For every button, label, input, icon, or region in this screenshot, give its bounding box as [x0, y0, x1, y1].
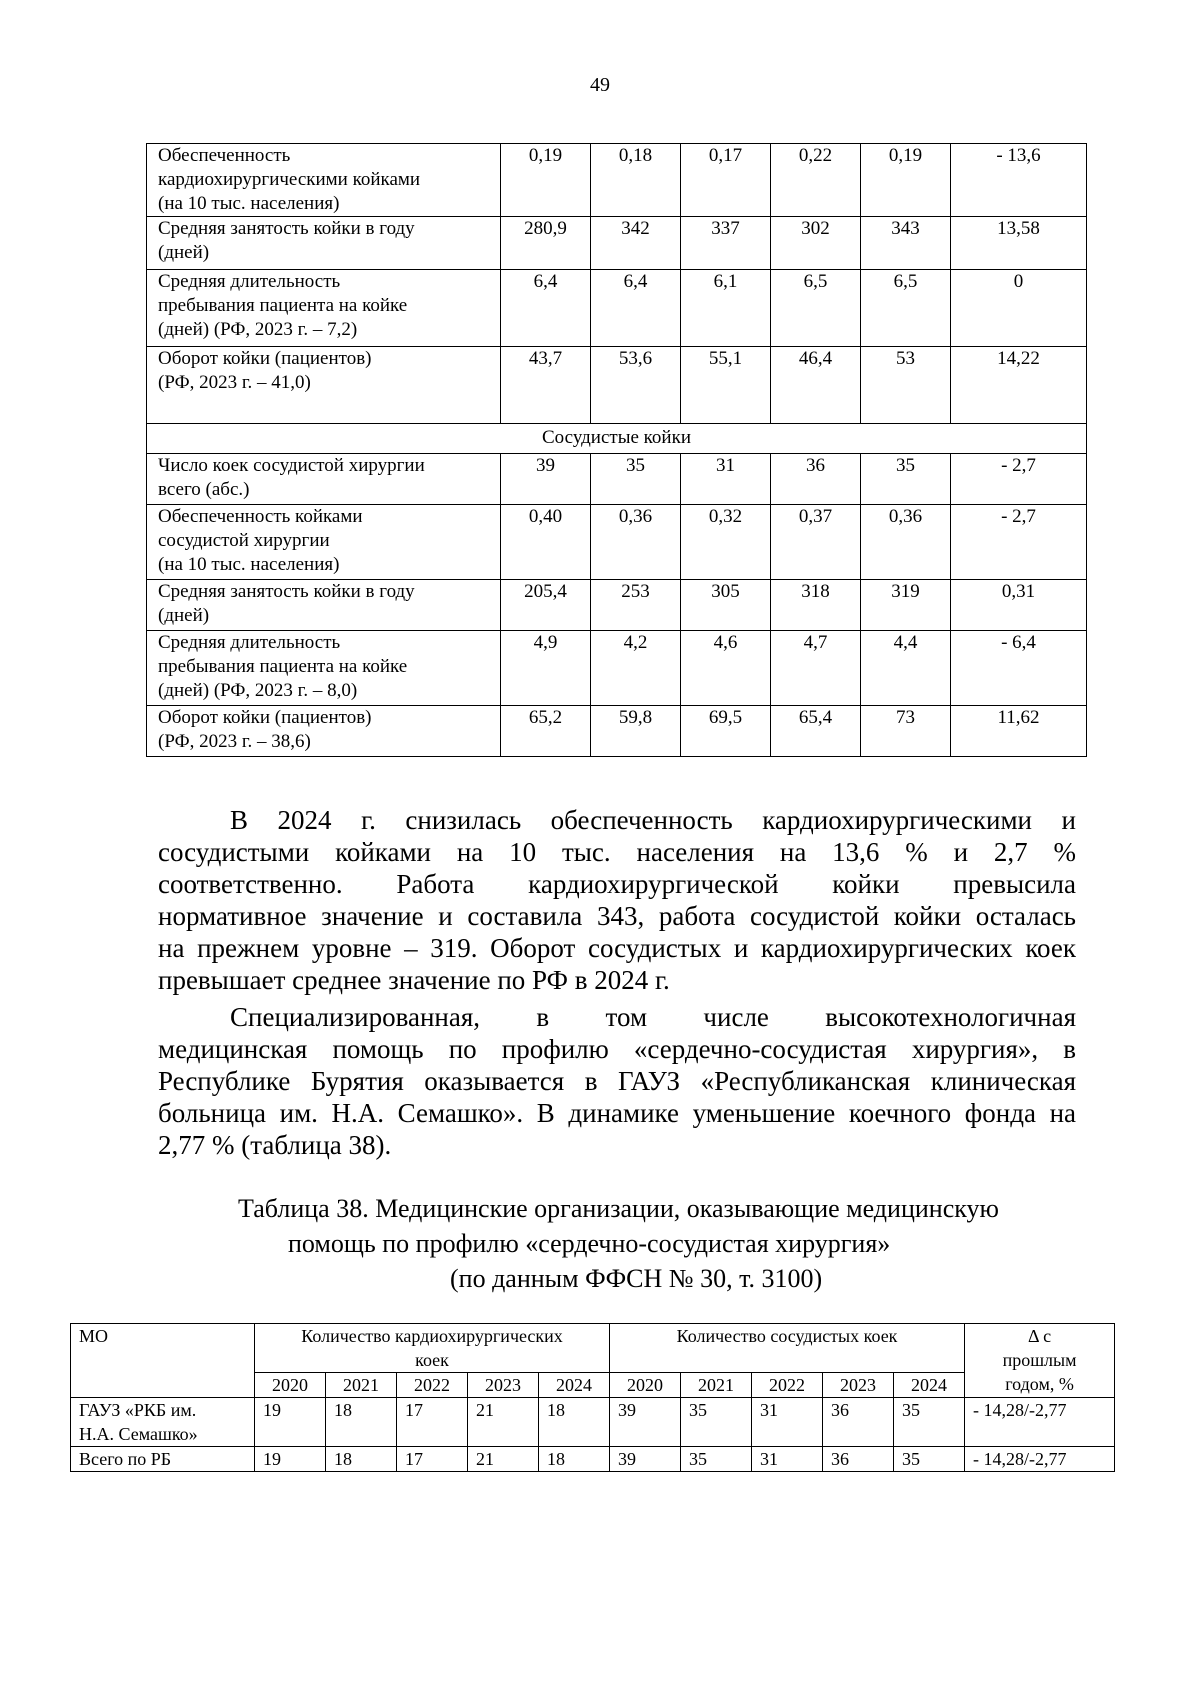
- table-cell: 53,6: [591, 347, 681, 424]
- table-cell: 6,4: [591, 270, 681, 347]
- table-cell: 31: [681, 454, 771, 505]
- table-cell: 302: [771, 217, 861, 270]
- mo-cell: [71, 1398, 255, 1447]
- table-cell: 4,6: [681, 631, 771, 706]
- row-label-line: Оборот койки (пациентов): [158, 348, 372, 369]
- table-cell: 13,58: [951, 217, 1087, 270]
- table-cell: 4,2: [591, 631, 681, 706]
- table-cell: 55,1: [681, 347, 771, 424]
- table-cell: 73: [861, 706, 951, 757]
- table-cell: 36: [823, 1398, 894, 1447]
- table-cell: 31: [752, 1398, 823, 1447]
- header-cardio: [255, 1324, 610, 1373]
- year-cell: 2024: [894, 1373, 965, 1398]
- text-line: на прежнем уровне – 319. Оборот сосудистых и кардиохирургических коек: [158, 933, 1076, 963]
- table-cell: 0,18: [591, 144, 681, 217]
- table-cell: 65,4: [771, 706, 861, 757]
- table-row: [147, 270, 1087, 347]
- table-cell: 6,1: [681, 270, 771, 347]
- row-label-line: Число коек сосудистой хирургии: [158, 455, 425, 476]
- caption-line: помощь по профилю «сердечно-сосудистая хирургия»: [288, 1229, 891, 1258]
- text-line: сосудистыми койками на 10 тыс. населения на 13,6 % и 2,7 %: [158, 837, 1076, 867]
- table-cell: 39: [501, 454, 591, 505]
- header-mo: МО: [71, 1324, 255, 1398]
- table-cell: 35: [681, 1398, 752, 1447]
- text-line: Специализированная, в том числе высокотехнологичная: [230, 1002, 1076, 1032]
- table-cell: 0,36: [861, 505, 951, 580]
- table-row: [147, 454, 1087, 505]
- row-label-line: (РФ, 2023 г. – 41,0): [158, 372, 311, 393]
- table-cell: 17: [397, 1447, 468, 1472]
- paragraph-1: [158, 804, 1076, 996]
- row-label-line: пребывания пациента на койке: [158, 656, 408, 677]
- table-cell: 19: [255, 1447, 326, 1472]
- table-row: [147, 580, 1087, 631]
- table-cell: - 2,7: [951, 505, 1087, 580]
- year-cell: 2024: [539, 1373, 610, 1398]
- table-cell: 0,19: [501, 144, 591, 217]
- table-cell: 343: [861, 217, 951, 270]
- row-label-line: Обеспеченность: [158, 145, 291, 166]
- header-vascular: Количество сосудистых коек: [610, 1324, 965, 1373]
- caption-line: (по данным ФФСН № 30, т. 3100): [450, 1264, 823, 1293]
- table-row: [147, 347, 1087, 424]
- table-cell: 342: [591, 217, 681, 270]
- table-cell: - 6,4: [951, 631, 1087, 706]
- table-cell: 14,22: [951, 347, 1087, 424]
- table-cell: 4,9: [501, 631, 591, 706]
- table-cell: 53: [861, 347, 951, 424]
- text-line: В 2024 г. снизилась обеспеченность кардиохирургическими и: [230, 805, 1076, 835]
- table-row: [147, 706, 1087, 757]
- table-cell: 6,5: [771, 270, 861, 347]
- table-cell: 31: [752, 1447, 823, 1472]
- table-cell: 69,5: [681, 706, 771, 757]
- table-cell: 0,31: [951, 580, 1087, 631]
- table-cell: 0: [951, 270, 1087, 347]
- header-line: Количество кардиохирургических: [301, 1326, 563, 1346]
- row-label-line: (на 10 тыс. населения): [158, 554, 340, 575]
- table-cell: 18: [539, 1398, 610, 1447]
- beds-indicators-table: [146, 143, 1087, 757]
- header-line: прошлым: [1002, 1350, 1077, 1370]
- table-cell: 21: [468, 1398, 539, 1447]
- mo-cell: Всего по РБ: [71, 1447, 255, 1472]
- row-label-line: (дней) (РФ, 2023 г. – 7,2): [158, 319, 358, 340]
- row-label-line: (дней) (РФ, 2023 г. – 8,0): [158, 680, 358, 701]
- table-row: [147, 505, 1087, 580]
- year-cell: 2022: [752, 1373, 823, 1398]
- delta-cell: - 14,28/-2,77: [965, 1398, 1115, 1447]
- year-cell: 2020: [255, 1373, 326, 1398]
- paragraph-2: [158, 1001, 1076, 1161]
- table-cell: 35: [681, 1447, 752, 1472]
- row-label-line: Средняя занятость койки в году: [158, 581, 415, 602]
- table-cell: 39: [610, 1447, 681, 1472]
- year-cell: 2020: [610, 1373, 681, 1398]
- mo-line: Н.А. Семашко»: [79, 1424, 198, 1444]
- table-row: [71, 1447, 1115, 1472]
- table-cell: 4,7: [771, 631, 861, 706]
- table-cell: 337: [681, 217, 771, 270]
- header-delta: [965, 1324, 1115, 1398]
- text-line: Республике Бурятия оказывается в ГАУЗ «Республиканская клиническая: [158, 1066, 1076, 1096]
- table-cell: 0,40: [501, 505, 591, 580]
- table-cell: 4,4: [861, 631, 951, 706]
- table-cell: 0,32: [681, 505, 771, 580]
- year-cell: 2021: [326, 1373, 397, 1398]
- table-cell: - 2,7: [951, 454, 1087, 505]
- caption-line: Таблица 38. Медицинские организации, оказывающие медицинскую: [238, 1194, 999, 1223]
- row-label-line: Средняя длительность: [158, 632, 341, 653]
- table-cell: 0,22: [771, 144, 861, 217]
- table-cell: 35: [894, 1447, 965, 1472]
- table-row: [147, 144, 1087, 217]
- table-cell: 319: [861, 580, 951, 631]
- section-row: [147, 424, 1087, 454]
- table-cell: 0,36: [591, 505, 681, 580]
- table-cell: 36: [771, 454, 861, 505]
- row-label-line: пребывания пациента на койке: [158, 295, 408, 316]
- row-label-line: всего (абс.): [158, 479, 250, 500]
- table-cell: 205,4: [501, 580, 591, 631]
- text-line: больница им. Н.А. Семашко». В динамике уменьшение коечного фонда на: [158, 1098, 1076, 1128]
- year-cell: 2022: [397, 1373, 468, 1398]
- text-line: медицинская помощь по профилю «сердечно-сосудистая хирургия», в: [158, 1034, 1076, 1064]
- table-cell: 35: [861, 454, 951, 505]
- table-cell: - 13,6: [951, 144, 1087, 217]
- row-label-line: Обеспеченность койками: [158, 506, 363, 527]
- table-cell: 35: [591, 454, 681, 505]
- header-line: Δ с: [1028, 1326, 1052, 1346]
- table-cell: 253: [591, 580, 681, 631]
- mo-line: ГАУЗ «РКБ им.: [79, 1400, 197, 1420]
- table-row: [147, 217, 1087, 270]
- table-row: [147, 631, 1087, 706]
- delta-cell: - 14,28/-2,77: [965, 1447, 1115, 1472]
- table-cell: 18: [539, 1447, 610, 1472]
- table-cell: 0,37: [771, 505, 861, 580]
- page-number: 49: [590, 74, 610, 96]
- table-cell: 35: [894, 1398, 965, 1447]
- table-cell: 19: [255, 1398, 326, 1447]
- row-label-line: (дней): [158, 605, 210, 626]
- table-cell: 318: [771, 580, 861, 631]
- row-label-line: Оборот койки (пациентов): [158, 707, 372, 728]
- year-cell: 2023: [823, 1373, 894, 1398]
- table-cell: 280,9: [501, 217, 591, 270]
- table-cell: 17: [397, 1398, 468, 1447]
- text-line: превышает среднее значение по РФ в 2024 г.: [158, 965, 670, 995]
- table-cell: 65,2: [501, 706, 591, 757]
- row-label-line: Средняя длительность: [158, 271, 341, 292]
- table-38: [70, 1323, 1115, 1472]
- row-label-line: (дней): [158, 242, 210, 263]
- table-cell: 6,4: [501, 270, 591, 347]
- row-label-line: кардиохирургическими койками: [158, 169, 421, 190]
- header-row: [71, 1324, 1115, 1373]
- table-cell: 59,8: [591, 706, 681, 757]
- table-cell: 0,19: [861, 144, 951, 217]
- table-cell: 46,4: [771, 347, 861, 424]
- row-label-line: Средняя занятость койки в году: [158, 218, 415, 239]
- table-cell: 18: [326, 1398, 397, 1447]
- table-cell: 305: [681, 580, 771, 631]
- table-cell: 11,62: [951, 706, 1087, 757]
- table-cell: 43,7: [501, 347, 591, 424]
- section-title: Сосудистые койки: [147, 424, 1087, 454]
- row-label-line: (РФ, 2023 г. – 38,6): [158, 731, 311, 752]
- header-line: коек: [415, 1350, 449, 1370]
- year-cell: 2021: [681, 1373, 752, 1398]
- header-line: годом, %: [1005, 1374, 1074, 1394]
- table-cell: 18: [326, 1447, 397, 1472]
- text-line: 2,77 % (таблица 38).: [158, 1130, 392, 1160]
- row-label-line: сосудистой хирургии: [158, 530, 330, 551]
- table-cell: 6,5: [861, 270, 951, 347]
- table-row: [71, 1398, 1115, 1447]
- table-cell: 36: [823, 1447, 894, 1472]
- table-cell: 21: [468, 1447, 539, 1472]
- row-label-line: (на 10 тыс. населения): [158, 193, 340, 214]
- text-line: соответственно. Работа кардиохирургической койки превысила: [158, 869, 1076, 899]
- table-cell: 0,17: [681, 144, 771, 217]
- table-cell: 39: [610, 1398, 681, 1447]
- year-cell: 2023: [468, 1373, 539, 1398]
- text-line: нормативное значение и составила 343, работа сосудистой койки осталась: [158, 901, 1076, 931]
